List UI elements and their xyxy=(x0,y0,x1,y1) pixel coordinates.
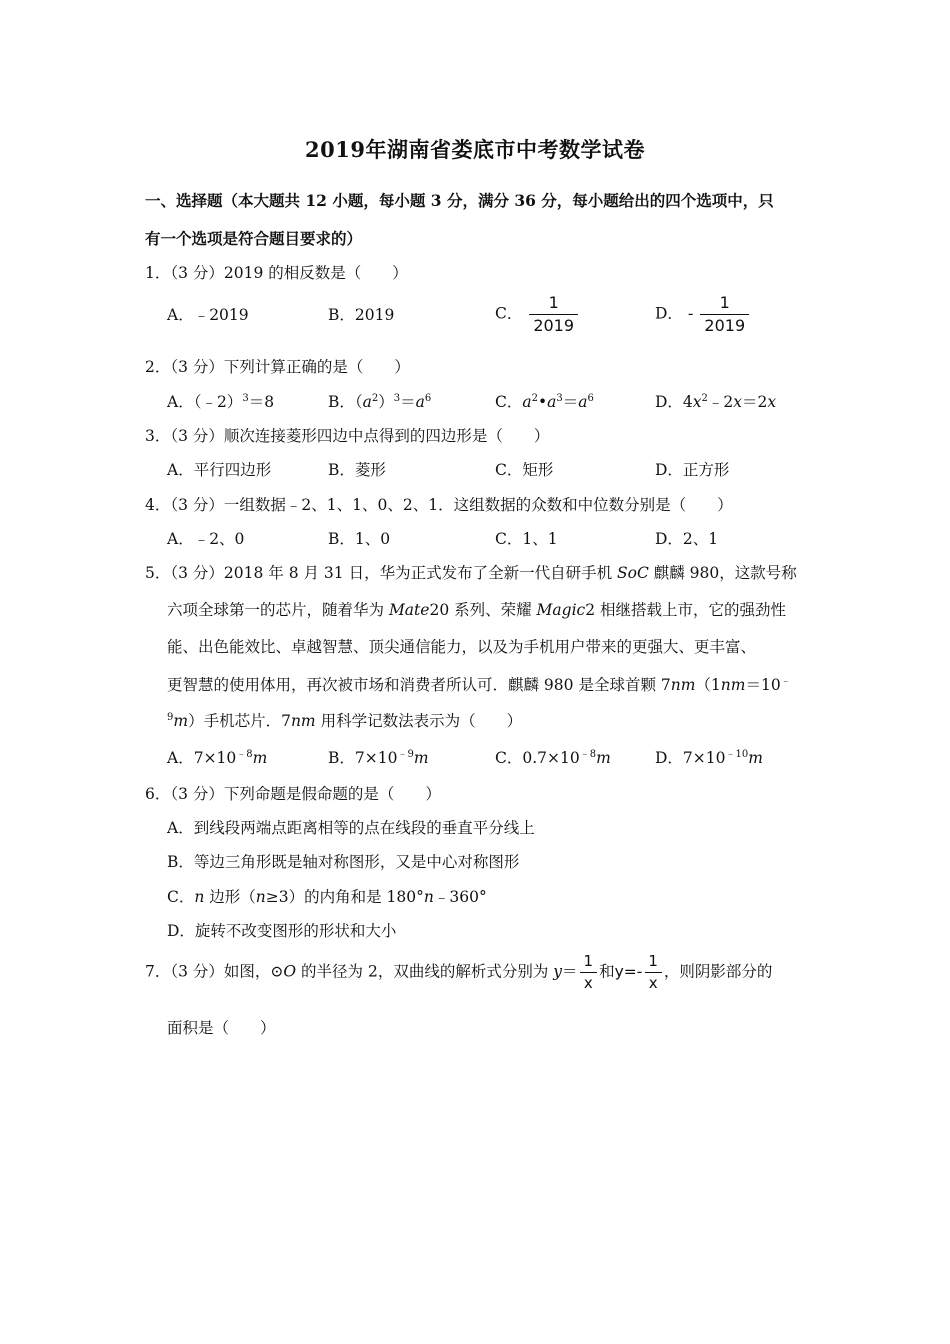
question-5-line-1 xyxy=(145,561,797,583)
question-2-option-a xyxy=(167,390,274,412)
superscript: 9 xyxy=(167,712,174,723)
text: C．0.7×10 xyxy=(495,749,580,767)
text: ﹣360° xyxy=(433,888,487,906)
question-1-option-d xyxy=(655,295,751,334)
variable: nm xyxy=(670,676,696,694)
fraction-numerator: 1 xyxy=(583,952,594,970)
variable: m xyxy=(252,749,268,767)
fraction-denominator: 2019 xyxy=(700,314,749,334)
question-1-option-a: A．﹣2019 xyxy=(167,306,249,324)
question-5-line-2 xyxy=(167,598,786,620)
section-heading-line2: 有一个选项是符合题目要求的） xyxy=(145,229,363,248)
minus-sign: - xyxy=(687,304,694,323)
text: A．7×10 xyxy=(167,749,237,767)
question-5-option-a xyxy=(167,746,267,768)
text: 六项全球第一的芯片，随着华为 xyxy=(167,601,389,619)
superscript: ﹣9 xyxy=(397,749,414,760)
superscript: ﹣10 xyxy=(725,749,749,760)
variable: m xyxy=(596,749,611,767)
text: ＝ xyxy=(562,962,578,981)
superscript: ﹣ xyxy=(780,676,791,687)
question-7-line-2: 面积是（ ） xyxy=(167,1019,276,1037)
text: ） xyxy=(378,393,394,411)
variable: nm xyxy=(290,712,316,730)
fraction-numerator: 1 xyxy=(719,293,730,312)
text: ＝10 xyxy=(745,676,781,694)
text: 5．（3 分）2018 年 8 月 31 日，华为正式发布了全新一代自研手机 xyxy=(145,564,617,582)
superscript: ﹣8 xyxy=(236,749,253,760)
question-4-stem: 4．（3 分）一组数据﹣2、1、1、0、2、1．这组数据的众数和中位数分别是（ ） xyxy=(145,496,733,514)
page-title: 2019年湖南省娄底市中考数学试卷 xyxy=(305,137,645,162)
variable: m xyxy=(173,712,189,730)
fraction-denominator: x xyxy=(580,972,597,991)
question-5-option-b xyxy=(328,746,429,768)
question-2-option-c xyxy=(495,390,594,412)
variable: a xyxy=(415,393,425,411)
fraction-denominator: x xyxy=(645,972,662,991)
text: 更智慧的使用体用，再次被市场和消费者所认可．麒麟 980 是全球首颗 7 xyxy=(167,676,671,694)
question-2-option-b xyxy=(328,390,431,412)
superscript: 2 xyxy=(371,393,379,404)
superscript: ﹣8 xyxy=(579,749,597,760)
question-5-line-5 xyxy=(167,709,522,731)
question-6-option-a: A．到线段两端点距离相等的点在线段的垂直平分线上 xyxy=(167,819,535,837)
text: ＝ xyxy=(562,393,579,411)
question-3-option-d: D．正方形 xyxy=(655,461,730,479)
text: ≥3）的内角和是 180° xyxy=(265,888,424,906)
variable: m xyxy=(413,749,429,767)
text: 7．（3 分）如图，⊙ xyxy=(145,962,284,981)
fraction-numerator: 1 xyxy=(548,293,559,312)
superscript: 3 xyxy=(393,393,401,404)
text: （1 xyxy=(695,676,721,694)
text: 边形（ xyxy=(204,888,256,906)
variable: SoC xyxy=(617,564,649,582)
superscript: 3 xyxy=(242,393,249,404)
text: 2 相继搭载上市，它的强劲性 xyxy=(585,601,787,619)
question-1-option-b: B．2019 xyxy=(328,306,395,324)
text: B．（ xyxy=(328,393,363,411)
question-7-line-1 xyxy=(145,954,772,991)
text: D．4 xyxy=(655,393,693,411)
fraction xyxy=(700,295,749,334)
superscript: 6 xyxy=(587,393,594,404)
text: C． xyxy=(495,393,523,411)
section-heading-line1: 一、选择题（本大题共 12 小题，每小题 3 分，满分 36 分，每小题给出的四个选项中，只 xyxy=(145,191,774,210)
text: A．（﹣2） xyxy=(167,393,243,411)
superscript: 3 xyxy=(556,393,563,404)
text: 20 系列、荣耀 xyxy=(429,601,537,619)
text: ，则阴影部分的 xyxy=(663,962,773,981)
variable: m xyxy=(748,749,763,767)
question-5-line-3: 能、出色能效比、卓越智慧、顶尖通信能力，以及为手机用户带来的更强大、更丰富、 xyxy=(167,638,757,656)
variable: O xyxy=(283,962,297,981)
question-4-option-b: B．1、0 xyxy=(328,530,391,548)
text: 的半径为 2，双曲线的解析式分别为 xyxy=(296,962,554,981)
fraction-denominator: 2019 xyxy=(529,314,578,334)
text: ﹣2 xyxy=(707,393,734,411)
question-6-option-d: D．旋转不改变图形的形状和大小 xyxy=(167,922,397,940)
question-5-option-d xyxy=(655,746,763,768)
question-6-option-b: B．等边三角形既是轴对称图形，又是中心对称图形 xyxy=(167,853,520,871)
text: • xyxy=(538,393,548,411)
variable: n xyxy=(255,888,266,906)
superscript: 2 xyxy=(701,393,708,404)
variable: nm xyxy=(720,676,746,694)
question-1-option-c xyxy=(495,295,580,334)
variable: a xyxy=(547,393,557,411)
option-c-label: C． xyxy=(495,304,523,323)
text: 用科学记数法表示为（ ） xyxy=(315,712,523,730)
text: 麒麟 980，这款号称 xyxy=(648,564,797,582)
fraction xyxy=(529,295,578,334)
variable: a xyxy=(362,393,372,411)
variable: Magic xyxy=(536,601,586,619)
text: ＝2 xyxy=(742,393,768,411)
superscript: 6 xyxy=(424,393,432,404)
question-5-line-4 xyxy=(167,673,791,695)
text: 和y=- xyxy=(599,962,643,981)
variable: n xyxy=(423,888,434,906)
question-6-option-c xyxy=(167,885,487,907)
superscript: 2 xyxy=(531,393,538,404)
question-4-option-a: A．﹣2、0 xyxy=(167,530,245,548)
text: D．7×10 xyxy=(655,749,726,767)
question-2-stem: 2．（3 分）下列计算正确的是（ ） xyxy=(145,358,410,376)
question-1-stem: 1．（3 分）2019 的相反数是（ ） xyxy=(145,264,408,282)
variable: a xyxy=(578,393,588,411)
fraction xyxy=(580,954,598,991)
variable: x xyxy=(733,393,743,411)
fraction xyxy=(644,954,662,991)
text: C． xyxy=(167,888,195,906)
question-3-option-b: B．菱形 xyxy=(328,461,386,479)
variable: n xyxy=(194,888,205,906)
question-3-option-a: A．平行四边形 xyxy=(167,461,272,479)
variable: x xyxy=(767,393,777,411)
question-4-option-c: C．1、1 xyxy=(495,530,558,548)
question-3-stem: 3．（3 分）顺次连接菱形四边中点得到的四边形是（ ） xyxy=(145,427,550,445)
question-5-option-c xyxy=(495,746,611,768)
question-4-option-d: D．2、1 xyxy=(655,530,719,548)
question-2-option-d xyxy=(655,390,776,412)
text: ＝8 xyxy=(248,393,275,411)
text: ）手机芯片．7 xyxy=(188,712,291,730)
option-d-label: D． xyxy=(655,304,683,323)
variable: x xyxy=(692,393,702,411)
variable: y xyxy=(553,962,563,981)
question-3-option-c: C．矩形 xyxy=(495,461,554,479)
question-6-stem: 6．（3 分）下列命题是假命题的是（ ） xyxy=(145,785,441,803)
variable: a xyxy=(522,393,532,411)
text: B．7×10 xyxy=(328,749,398,767)
variable: Mate xyxy=(388,601,430,619)
fraction-numerator: 1 xyxy=(648,952,658,970)
text: ＝ xyxy=(400,393,416,411)
